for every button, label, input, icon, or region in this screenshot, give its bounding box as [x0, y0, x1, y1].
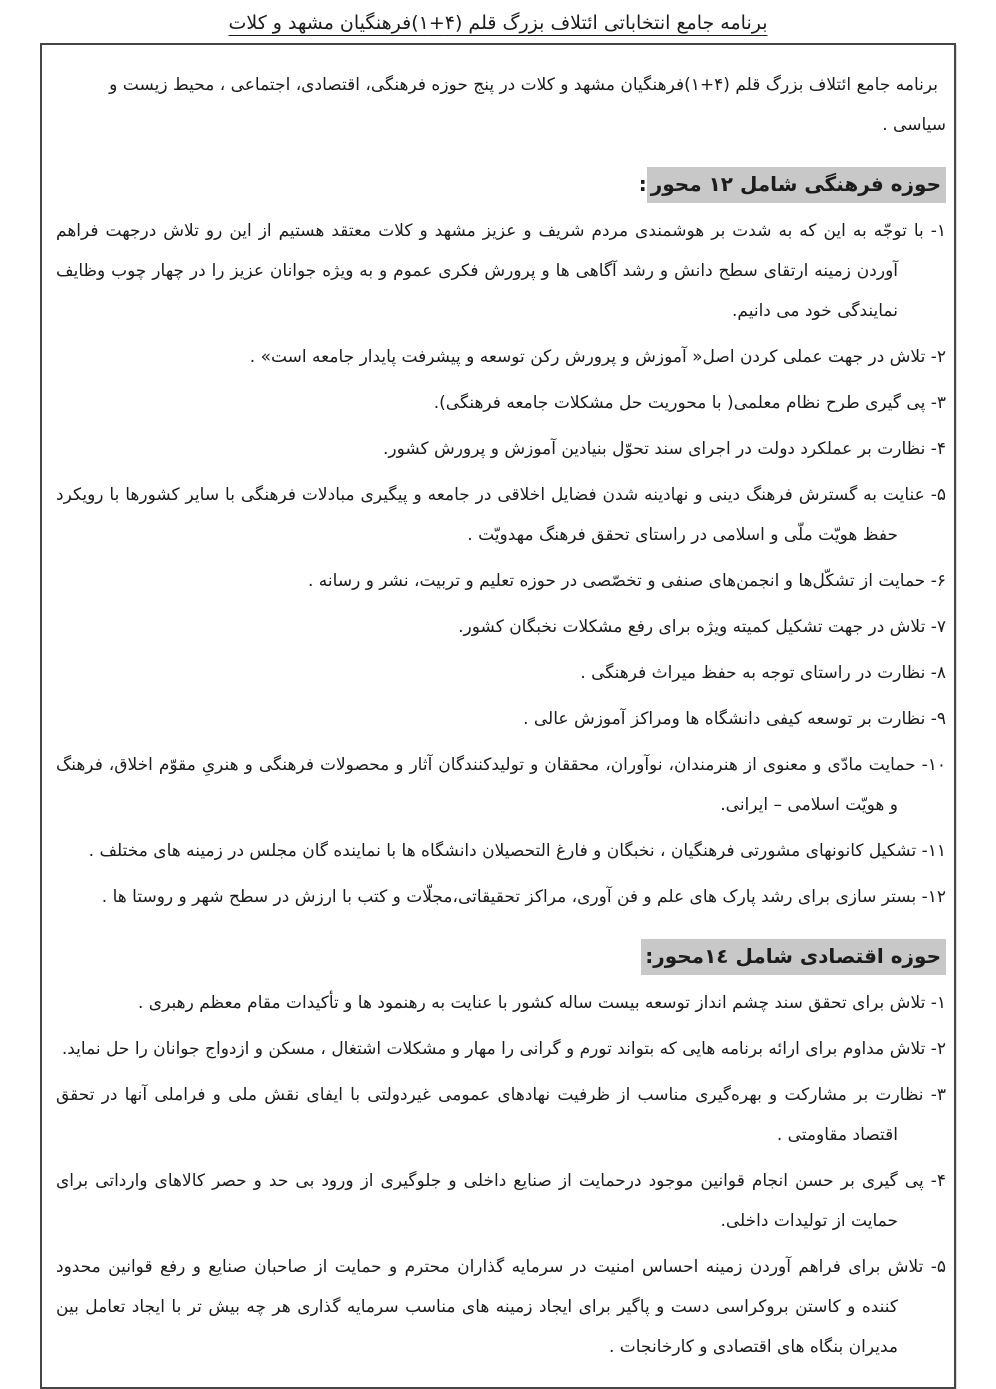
- economic-items-list: [56, 983, 946, 1367]
- list-item: ۷- تلاش در جهت تشکیل کمیته ویژه برای رفع مشکلات نخبگان کشور.: [458, 617, 946, 637]
- list-item: ۱۰- حمایت مادّی و معنوی از هنرمندان، نوآوران، محققان و تولیدکنندگان آثار و محصولات فرهنگی و هنریِ مقوّم اخلاق، فرهنگ و هویّت اسلامی – ایرانی.: [56, 755, 946, 815]
- list-item: ۱- با توجّه به این که به شدت بر هوشمندی مردم شریف و عزیز مشهد و کلات معتقد هستیم از این رو تلاش درجهت فراهم آوردن زمینه ارتقای سطح دانش و رشد آگاهی ها و پرورش فکری عموم و به ویژه جوانان عزیز را در چهار چوب وظایف نمایندگی خود می دانیم.: [56, 221, 946, 321]
- list-item: ۱- تلاش برای تحقق سند چشم انداز توسعه بیست ساله کشور با عنایت به رهنمود ها و تأکیدات مقام معظم رهبری .: [138, 993, 946, 1013]
- list-item: ۹- نظارت بر توسعه کیفی دانشگاه ها ومراکز آموزش عالی .: [523, 709, 946, 729]
- list-item: ۳- نظارت بر مشارکت و بهره‌گیری مناسب از ظرفیت نهادهای عمومی غیردولتی با ایفای نقش ملی و فراملی آنها در تحقق اقتصاد مقاومتی .: [56, 1085, 946, 1145]
- list-item: ۴- نظارت بر عملکرد دولت در اجرای سند تحوّل بنیادین آموزش و پرورش کشور.: [383, 439, 946, 459]
- list-item: ۲- تلاش در جهت عملی کردن اصل« آموزش و پرورش رکن توسعه و پیشرفت پایدار جامعه است» .: [249, 347, 946, 367]
- list-item: ۸- نظارت در راستای توجه به حفظ میراث فرهنگی .: [580, 663, 946, 683]
- list-item: ۵- عنایت به گسترش فرهنگ دینی و نهادینه شدن فضایل اخلاقی در جامعه و پیگیری مبادلات فرهنگی با سایر کشورها با رویکرد حفظ هویّت ملّی و اسلامی در راستای تحقق فرهنگ مهدویّت .: [56, 485, 946, 545]
- section-heading-economic-highlight: حوزه اقتصادی شامل ١٤محور:: [641, 939, 946, 975]
- list-item: ۱۱- تشکیل کانونهای مشورتی فرهنگیان ، نخبگان و فارغ التحصیلان دانشگاه ها با نماینده گان مجلس در زمینه های مختلف .: [88, 841, 946, 861]
- intro-paragraph: برنامه جامع ائتلاف بزرگ قلم (۴+۱)فرهنگیان مشهد و کلات در پنج حوزه فرهنگی، اقتصادی، اجتماعی ، محیط زیست و سیاسی .: [109, 75, 946, 135]
- list-item: ۱۲- بستر سازی برای رشد پارک های علم و فن آوری، مراکز تحقیقاتی،مجلّات و کتب با ارزش در سطح شهر و روستا ها .: [101, 887, 946, 907]
- section-heading-economic: [56, 939, 946, 975]
- list-item: ۶- حمایت از تشکّل‌ها و انجمن‌های صنفی و تخصّصی در حوزه تعلیم و تربیت، نشر و رسانه .: [308, 571, 946, 591]
- list-item: ۵- تلاش برای فراهم آوردن زمینه احساس امنیت در سرمایه گذاران محترم و حمایت از صاحبان صنایع و رفع قوانین محدود کننده و کاستن بروکراسی دست و پاگیر برای ایجاد زمینه های مناسب سرمایه گذاری هر چه بیش تر با ایجاد تعامل بین مدیران بنگاه های اقتصادی و کارخانجات .: [56, 1257, 946, 1357]
- cultural-items-list: [56, 211, 946, 917]
- section-heading-cultural-highlight: حوزه فرهنگی شامل ۱۲ محور: [647, 167, 946, 203]
- document-title: برنامه جامع انتخاباتی ائتلاف بزرگ قلم (۴+۱)فرهنگیان مشهد و کلات: [228, 12, 768, 34]
- section-heading-cultural-colon: :: [638, 172, 647, 196]
- list-item: ۲- تلاش مداوم برای ارائه برنامه هایی که بتواند تورم و گرانی را مهار و مشکلات اشتغال ، مسکن و ازدواج جوانان را حل نماید.: [61, 1039, 946, 1059]
- list-item: ۳- پی گیری طرح نظام معلمی( با محوریت حل مشکلات جامعه فرهنگی).: [433, 393, 946, 413]
- program-box: [40, 43, 956, 1389]
- document-page: [0, 9, 996, 1357]
- section-heading-cultural: [56, 167, 946, 203]
- list-item: ۴- پی گیری بر حسن انجام قوانین موجود درحمایت از صنایع داخلی و جلوگیری از ورود بی حد و حصر کالاهای وارداتی برای حمایت از تولیدات داخلی.: [56, 1171, 946, 1231]
